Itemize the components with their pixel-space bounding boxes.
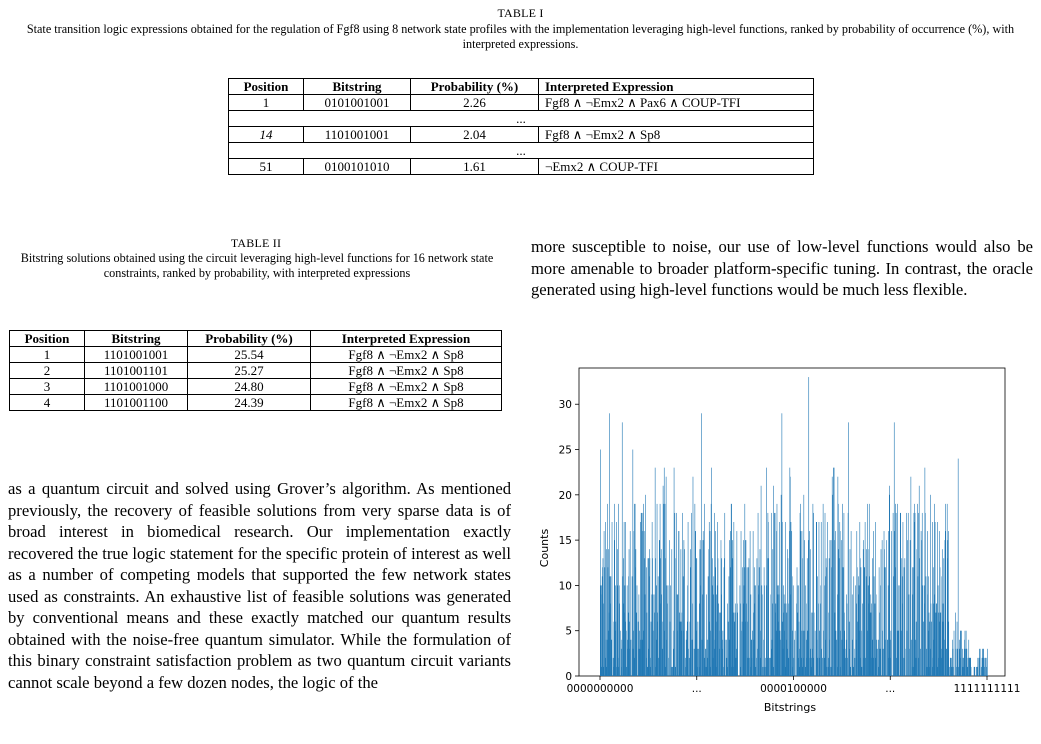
histogram-bar <box>814 613 815 676</box>
histogram-bar <box>704 504 705 676</box>
histogram-bar <box>645 495 646 676</box>
histogram-bar <box>901 631 902 676</box>
histogram-bar <box>984 667 985 676</box>
table1-cell: 51 <box>229 159 304 175</box>
histogram-bar <box>920 649 921 676</box>
x-tick-label: ... <box>885 683 896 695</box>
histogram-bar <box>985 658 986 676</box>
histogram-bar <box>965 631 966 676</box>
histogram-bar <box>653 594 654 676</box>
histogram-bar <box>612 522 613 676</box>
table2-cell: 1101001001 <box>85 347 188 363</box>
histogram-bar <box>703 540 704 676</box>
table-row <box>229 127 814 143</box>
histogram-bar <box>791 522 792 676</box>
histogram-bar <box>815 631 816 676</box>
histogram-bar <box>650 558 651 676</box>
histogram-bar <box>759 567 760 676</box>
right-paragraph-text: more susceptible to noise, our use of low-level functions would also be more amenable to broader platform-specific tuning. In contrast, the oracle generated using high-level functions would be much less flexible. <box>531 237 1033 299</box>
histogram-bar <box>788 658 789 676</box>
histogram-bar <box>922 585 923 676</box>
histogram-bar <box>701 413 702 676</box>
histogram-bar <box>855 658 856 676</box>
histogram-bar <box>891 531 892 676</box>
histogram-bar <box>826 567 827 676</box>
histogram-bar <box>749 658 750 676</box>
y-axis-label: Counts <box>538 528 551 568</box>
histogram-bar <box>622 422 623 676</box>
histogram-bar <box>883 649 884 676</box>
histogram-bar <box>836 631 837 676</box>
histogram-bar <box>981 667 982 676</box>
histogram-bar <box>742 567 743 676</box>
histogram-bar <box>770 658 771 676</box>
table1-cell: 0101001001 <box>304 95 411 111</box>
table2-cell: 3 <box>10 379 85 395</box>
histogram-bar <box>847 604 848 676</box>
table1-cell: 2.04 <box>411 127 539 143</box>
histogram-bar <box>676 513 677 676</box>
histogram-bar <box>937 522 938 676</box>
histogram-bar <box>877 649 878 676</box>
histogram-bar <box>908 513 909 676</box>
histogram-bar <box>672 667 673 676</box>
table1 <box>228 78 814 175</box>
histogram-bar <box>675 513 676 676</box>
histogram-bar <box>950 658 951 676</box>
table1-header: Position <box>229 79 304 95</box>
histogram-bar <box>961 631 962 676</box>
table2-cell: 24.80 <box>188 379 311 395</box>
histogram-bar <box>912 594 913 676</box>
histogram-bar <box>773 486 774 676</box>
table2-cell: 2 <box>10 363 85 379</box>
histogram-bar <box>931 604 932 676</box>
table2-header: Bitstring <box>85 331 188 347</box>
histogram-bar <box>818 658 819 676</box>
histogram-bar <box>752 631 753 676</box>
histogram-bar <box>854 649 855 676</box>
histogram-bar <box>665 558 666 676</box>
histogram-bar <box>693 477 694 676</box>
histogram-bar <box>661 594 662 676</box>
histogram-bar <box>769 658 770 676</box>
table1-cell: 1 <box>229 95 304 111</box>
histogram-bar <box>764 585 765 676</box>
table2-cell: 25.54 <box>188 347 311 363</box>
histogram-bar <box>866 549 867 676</box>
histogram-bar <box>731 504 732 676</box>
histogram-bar <box>956 649 957 676</box>
histogram-bar <box>768 558 769 676</box>
histogram-bar <box>877 640 878 676</box>
histogram-bar <box>630 531 631 676</box>
table1-header: Bitstring <box>304 79 411 95</box>
histogram-bar <box>953 649 954 676</box>
table1-cell: ¬Emx2 ∧ COUP-TFI <box>539 159 814 175</box>
table1-cell: 2.26 <box>411 95 539 111</box>
histogram-bar <box>923 622 924 676</box>
histogram-bar <box>839 558 840 676</box>
histogram-bar <box>780 631 781 676</box>
histogram-bar <box>670 622 671 676</box>
histogram-bar <box>601 585 602 676</box>
histogram-bar <box>698 622 699 676</box>
y-tick-label: 0 <box>565 671 572 683</box>
histogram-bar <box>757 649 758 676</box>
table2-cell: Fgf8 ∧ ¬Emx2 ∧ Sp8 <box>311 347 502 363</box>
histogram-bar <box>986 667 987 676</box>
histogram-bar <box>658 658 659 676</box>
histogram-bar <box>762 594 763 676</box>
histogram-bar <box>746 540 747 676</box>
table2-title: TABLE II <box>230 236 282 250</box>
table1-cell: 1101001001 <box>304 127 411 143</box>
histogram-bar <box>885 567 886 676</box>
histogram-bar <box>831 567 832 676</box>
histogram-bar <box>616 522 617 676</box>
histogram-bar <box>821 649 822 676</box>
histogram-bar <box>755 667 756 676</box>
histogram-bar <box>987 649 988 676</box>
histogram-bar <box>804 540 805 676</box>
table2-cell: 24.39 <box>188 395 311 411</box>
histogram-bar <box>781 495 782 676</box>
histogram-bar <box>793 585 794 676</box>
histogram-bar <box>655 558 656 676</box>
histogram-bar <box>822 658 823 676</box>
table-row <box>229 143 814 159</box>
y-tick-label: 30 <box>558 399 572 412</box>
table-row <box>229 111 814 127</box>
histogram-bar <box>795 631 796 676</box>
histogram-bar <box>851 531 852 676</box>
table2-cell: Fgf8 ∧ ¬Emx2 ∧ Sp8 <box>311 379 502 395</box>
histogram-bar <box>827 667 828 676</box>
histogram-bar <box>774 513 775 676</box>
histogram-bar <box>862 604 863 676</box>
histogram-bar <box>894 531 895 676</box>
histogram-bar <box>773 549 774 676</box>
histogram-bar <box>909 649 910 676</box>
table1-header: Probability (%) <box>411 79 539 95</box>
histogram-bar <box>848 422 849 676</box>
histogram-bar <box>980 649 981 676</box>
histogram-bar <box>874 576 875 676</box>
y-tick-label: 20 <box>558 489 572 502</box>
table2-cell: 1 <box>10 347 85 363</box>
table-row <box>10 395 502 411</box>
histogram-bar <box>935 522 936 676</box>
histogram-bar <box>809 531 810 676</box>
histogram-bar <box>637 585 638 676</box>
histogram-bar <box>667 585 668 676</box>
table2-header: Probability (%) <box>188 331 311 347</box>
histogram-bar <box>891 631 892 676</box>
histogram-bar <box>968 658 969 676</box>
histogram-bar <box>728 622 729 676</box>
histogram-bar <box>755 585 756 676</box>
histogram-bar <box>689 658 690 676</box>
table-row <box>10 363 502 379</box>
histogram-bar <box>619 604 620 676</box>
histogram-bar <box>910 540 911 676</box>
histogram-bar <box>682 513 683 676</box>
histogram-bar <box>694 649 695 676</box>
histogram-bar <box>845 658 846 676</box>
histogram-bar <box>708 576 709 676</box>
histogram-bar <box>663 486 664 676</box>
histogram-bar <box>911 477 912 676</box>
histogram-bar <box>801 531 802 676</box>
x-tick-label: 0000000000 <box>566 683 634 695</box>
x-tick-label: ... <box>691 683 702 695</box>
histogram-bar <box>750 531 751 676</box>
histogram-bar <box>958 459 959 676</box>
histogram-bar <box>741 631 742 676</box>
table2-cell: Fgf8 ∧ ¬Emx2 ∧ Sp8 <box>311 395 502 411</box>
histogram-bar <box>718 558 719 676</box>
histogram-bar <box>720 613 721 676</box>
table1-ellipsis: ... <box>229 111 814 127</box>
body-paragraph-left <box>8 478 511 744</box>
histogram-bar <box>944 558 945 676</box>
histogram-bar <box>893 513 894 676</box>
histogram-bar <box>832 495 833 676</box>
histogram-bar <box>684 549 685 676</box>
histogram-bar <box>954 631 955 676</box>
histogram-bar <box>819 522 820 676</box>
histogram-bar <box>606 549 607 676</box>
histogram-bar <box>975 667 976 676</box>
histogram-bar <box>873 531 874 676</box>
histogram-bar <box>654 594 655 676</box>
table2-cell: 1101001000 <box>85 379 188 395</box>
histogram-bar <box>631 640 632 676</box>
histogram-bar <box>887 640 888 676</box>
histogram-bar <box>725 640 726 676</box>
histogram-bar <box>647 613 648 676</box>
histogram-bar <box>946 649 947 676</box>
histogram-bar <box>899 585 900 676</box>
histogram-bar <box>684 540 685 676</box>
histogram-bar <box>765 658 766 676</box>
histogram-bar <box>617 549 618 676</box>
histogram-bar <box>905 558 906 676</box>
bitstring-counts-chart <box>530 358 1030 718</box>
histogram-bar <box>711 468 712 676</box>
table1-cell: 14 <box>229 127 304 143</box>
histogram-bar <box>863 540 864 676</box>
table2-cell: 1101001101 <box>85 363 188 379</box>
x-tick-label: 0000100000 <box>760 683 827 695</box>
histogram-bar <box>670 585 671 676</box>
histogram-bar <box>896 513 897 676</box>
histogram-bar <box>971 667 972 676</box>
histogram-bar <box>888 531 889 676</box>
y-tick-label: 5 <box>565 625 572 638</box>
histogram-bar <box>792 576 793 676</box>
histogram-bar <box>830 540 831 676</box>
table1-ellipsis: ... <box>229 143 814 159</box>
histogram-bar <box>794 640 795 676</box>
histogram-bar <box>857 622 858 676</box>
histogram-bar <box>672 549 673 676</box>
histogram-bar <box>978 658 979 676</box>
histogram-bar <box>881 549 882 676</box>
histogram-bar <box>808 377 809 676</box>
histogram-bar <box>823 631 824 676</box>
histogram-bar <box>813 504 814 676</box>
histogram-bar <box>948 622 949 676</box>
x-tick-label: 1111111111 <box>953 683 1021 695</box>
histogram-bar <box>949 667 950 676</box>
histogram-bar <box>819 631 820 676</box>
table2-cell: 1101001100 <box>85 395 188 411</box>
histogram-bar <box>919 558 920 676</box>
histogram-bar <box>906 513 907 676</box>
histogram-bar <box>710 531 711 676</box>
table1-cell: Fgf8 ∧ ¬Emx2 ∧ Sp8 <box>539 127 814 143</box>
table1-title: TABLE I <box>497 6 544 20</box>
histogram-bar <box>740 604 741 676</box>
histogram-bar <box>678 594 679 676</box>
left-paragraph-text: as a quantum circuit and solved using Grover’s algorithm. As mentioned previously, the recovery of feasible solutions from very sparse data is of broad interest in biomedical research. Our implementation exactly recovered the true logic statement for the specific protein of interest as well as a number of competing models that supported the few network states used as constraints. An exhaustive list of feasible solutions was generated by conventional means and these exactly matched our quantum results obtained with the noise-free quantum simulator. While the formulation of this binary constraint satisfaction problem as two quantum circuit variants cannot scale beyond a few dozen nodes, the logic of the <box>8 479 511 692</box>
histogram-bar <box>604 531 605 676</box>
body-paragraph-right <box>531 236 1033 301</box>
y-tick-label: 25 <box>558 444 572 457</box>
histogram-bar <box>733 613 734 676</box>
histogram-bar <box>926 576 927 676</box>
histogram-bar <box>915 513 916 676</box>
table2-header: Interpreted Expression <box>311 331 502 347</box>
histogram-bar <box>727 604 728 676</box>
histogram-bar <box>688 649 689 676</box>
table1-cell: 0100101010 <box>304 159 411 175</box>
histogram-bar <box>603 604 604 676</box>
histogram-bar <box>827 522 828 676</box>
histogram-bar <box>921 540 922 676</box>
histogram-bar <box>841 540 842 676</box>
histogram-bar <box>961 631 962 676</box>
histogram-bar <box>763 667 764 676</box>
histogram-bar <box>723 631 724 676</box>
histogram-bar <box>976 667 977 676</box>
y-tick-label: 10 <box>558 580 572 593</box>
histogram-bar <box>737 613 738 676</box>
y-tick-label: 15 <box>558 535 572 548</box>
histogram-bar <box>850 549 851 676</box>
histogram-bar <box>625 522 626 676</box>
histogram-bar <box>802 558 803 676</box>
histogram-bar <box>634 504 635 676</box>
histogram-bar <box>668 658 669 676</box>
histogram-bar <box>925 513 926 676</box>
histogram-bar <box>889 495 890 676</box>
table2-cell: 4 <box>10 395 85 411</box>
x-axis-label: Bitstrings <box>763 701 817 714</box>
table1-cell: Fgf8 ∧ ¬Emx2 ∧ Pax6 ∧ COUP-TFI <box>539 95 814 111</box>
table-row <box>229 159 814 175</box>
table2-cell: Fgf8 ∧ ¬Emx2 ∧ Sp8 <box>311 363 502 379</box>
table1-header: Interpreted Expression <box>539 79 814 95</box>
histogram-bar <box>645 594 646 676</box>
table2-cell: 25.27 <box>188 363 311 379</box>
histogram-bar <box>785 522 786 676</box>
histogram-bar <box>715 567 716 676</box>
table-row <box>10 379 502 395</box>
table-row <box>10 347 502 363</box>
histogram-bar <box>690 567 691 676</box>
histogram-bar <box>651 622 652 676</box>
histogram-bar <box>865 522 866 676</box>
histogram-bar <box>833 468 834 676</box>
histogram-bar <box>903 522 904 676</box>
histogram-bar <box>917 504 918 676</box>
table2-header: Position <box>10 331 85 347</box>
histogram-bar <box>929 613 930 676</box>
histogram-bar <box>618 504 619 676</box>
table2-caption: Bitstring solutions obtained using the circuit leveraging high-level functions for 16 network state constraints, ranked by probability, with interpreted expressions <box>20 251 494 280</box>
table-row <box>229 95 814 111</box>
table2 <box>9 330 502 411</box>
histogram-bar <box>674 468 675 676</box>
histogram-bar <box>761 486 762 676</box>
table1-caption: State transition logic expressions obtained for the regulation of Fgf8 using 8 network state profiles with the implementation leveraging high-level functions, ranked by probability of occurrence (%), with interpreted expressions. <box>26 22 1015 51</box>
histogram-bar <box>907 540 908 676</box>
table1-cell: 1.61 <box>411 159 539 175</box>
histogram-bar <box>932 522 933 676</box>
histogram-bar <box>918 513 919 676</box>
